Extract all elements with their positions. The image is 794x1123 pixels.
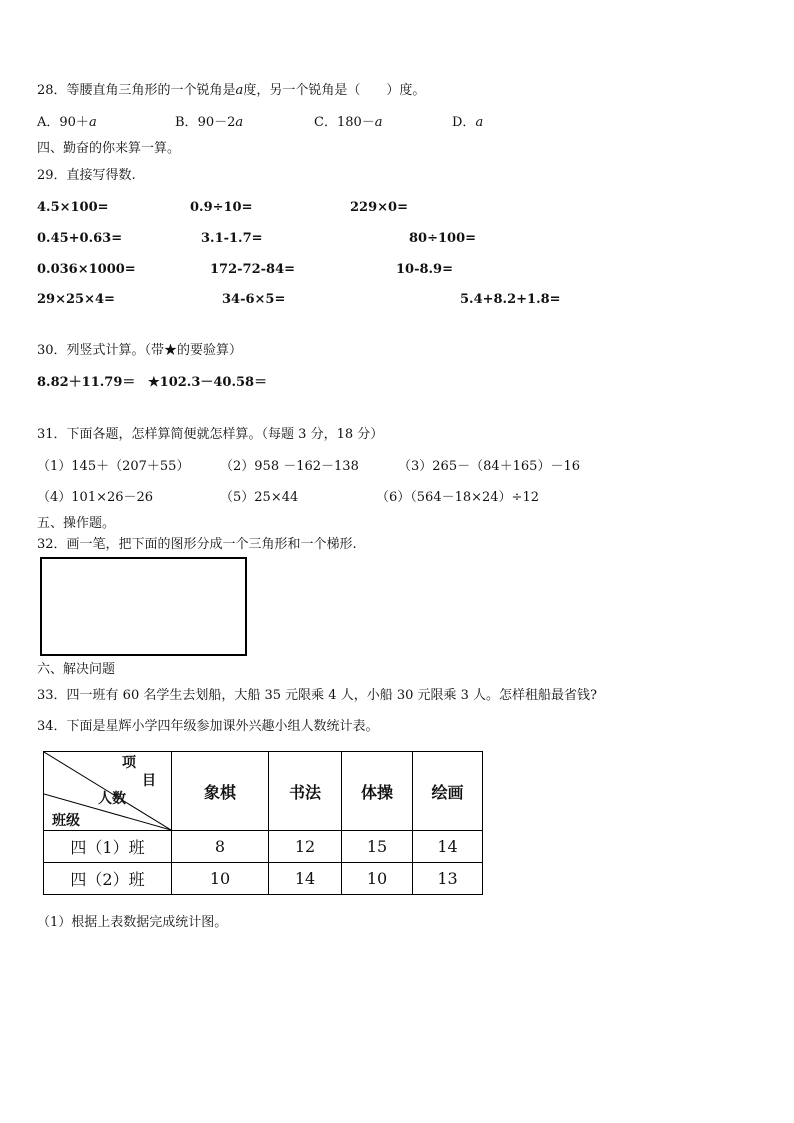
q28-var: a [235, 83, 244, 98]
table-cell: 14 [269, 863, 342, 895]
table-cell: 8 [172, 831, 269, 863]
table-corner-header [44, 752, 172, 831]
option-var: a [88, 115, 97, 130]
column-header: 象棋 [172, 752, 269, 831]
q34-title: 34．下面是星辉小学四年级参加课外兴趣小组人数统计表。 [37, 719, 379, 734]
table-cell: 10 [172, 863, 269, 895]
column-header: 体操 [342, 752, 413, 831]
q29-r2c2: 3.1-1.7= [201, 231, 263, 246]
column-header: 绘画 [413, 752, 483, 831]
q31-item-1: （1）145＋（207＋55） [37, 459, 190, 474]
q32-title: 32．画一笔，把下面的图形分成一个三角形和一个梯形. [37, 537, 357, 552]
q30-item-2: ★102.3－40.58＝ [148, 375, 268, 390]
stats-table [43, 751, 483, 895]
option-expr: 90－2 [197, 115, 236, 130]
option-letter: B． [175, 115, 198, 130]
header-item-1: 项 [122, 755, 136, 771]
table-row [44, 831, 483, 863]
q30-title: 30．列竖式计算。（带★的要验算） [37, 343, 243, 358]
q29-r3c3: 10-8.9= [396, 262, 453, 277]
q28-option-b[interactable] [175, 115, 243, 131]
option-var: a [475, 115, 484, 130]
option-expr: 180－ [336, 115, 375, 130]
option-letter: C． [314, 115, 337, 130]
q33-text: 33．四一班有 60 名学生去划船，大船 35 元限乘 4 人，小船 30 元限乘 3 人。怎样租船最省钱? [37, 688, 598, 703]
table-cell: 13 [413, 863, 483, 895]
q28-option-a[interactable] [37, 115, 97, 131]
q28-text: 28．等腰直角三角形的一个锐角是 [37, 83, 236, 98]
q34-sub1: （1）根据上表数据完成统计图。 [37, 915, 228, 930]
q29-r2c1: 0.45+0.63= [37, 231, 123, 246]
section-4-title: 四、勤奋的你来算一算。 [37, 141, 181, 156]
header-class: 班级 [52, 813, 80, 829]
q28-text2: 度，另一个锐角是（ ）度。 [243, 83, 426, 98]
q29-r4c3: 5.4+8.2+1.8= [460, 292, 561, 307]
q32-rectangle[interactable] [40, 557, 247, 656]
option-var: a [235, 115, 244, 130]
q29-r3c1: 0.036×1000= [37, 262, 136, 277]
column-header: 书法 [269, 752, 342, 831]
q29-r1c3: 229×0= [350, 200, 408, 215]
q31-item-2: （2）958 －162－138 [220, 459, 359, 474]
table-row [44, 863, 483, 895]
row-label: 四（2）班 [44, 863, 172, 895]
q29-title: 29．直接写得数. [37, 168, 136, 183]
section-5-title: 五、操作题。 [37, 516, 116, 531]
q31-item-6: （6）（564－18×24）÷12 [376, 490, 539, 505]
q31-title: 31．下面各题，怎样算简便就怎样算。（每题 3 分，18 分） [37, 427, 384, 442]
row-label: 四（1）班 [44, 831, 172, 863]
table-cell: 15 [342, 831, 413, 863]
q31-item-5: （5）25×44 [220, 490, 299, 505]
q28-stem [37, 83, 425, 99]
option-letter: A． [37, 115, 60, 130]
table-cell: 12 [269, 831, 342, 863]
q31-item-3: （3）265－（84＋165）－16 [398, 459, 580, 474]
q31-item-4: （4）101×26－26 [37, 490, 154, 505]
q29-r3c2: 172-72-84= [210, 262, 296, 277]
q30-item-1: 8.82＋11.79＝ [37, 375, 136, 390]
q29-r4c1: 29×25×4= [37, 292, 115, 307]
header-count: 人数 [98, 791, 126, 807]
section-6-title: 六、解决问题 [37, 662, 116, 677]
q29-r2c3: 80÷100= [409, 231, 477, 246]
q28-option-c[interactable] [314, 115, 383, 131]
table-cell: 14 [413, 831, 483, 863]
table-cell: 10 [342, 863, 413, 895]
header-item-2: 目 [142, 773, 156, 789]
option-letter: D． [452, 115, 476, 130]
option-var: a [374, 115, 383, 130]
q29-r1c1: 4.5×100= [37, 200, 109, 215]
q29-r4c2: 34-6×5= [222, 292, 286, 307]
option-expr: 90＋ [59, 115, 89, 130]
q29-r1c2: 0.9÷10= [190, 200, 253, 215]
q28-option-d[interactable] [452, 115, 483, 131]
